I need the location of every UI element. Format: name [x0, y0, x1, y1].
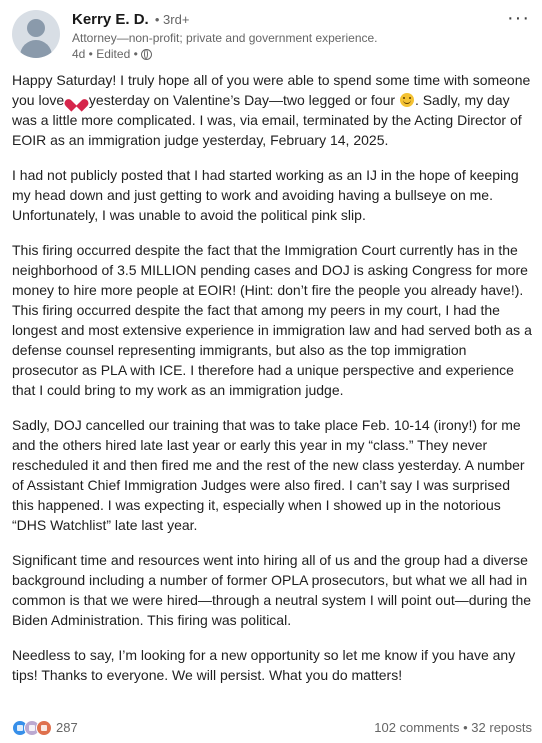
- engagement-counts: [374, 718, 532, 738]
- paragraph-1: [12, 70, 532, 150]
- paragraph-1-part-c: . Sadly, my day was a little more complicated. I was, via email, terminated by the Acting Director of EOIR as an immigration judge yesterday, February 14, 2025.: [12, 92, 522, 148]
- smiling-face-emoji-icon: [400, 93, 414, 107]
- author-line: [72, 10, 189, 30]
- paragraph-3: This firing occurred despite the fact that the Immigration Court currently has in the neighborhood of 3.5 MILLION pending cases and DOJ is asking Congress for more money to hire more people at EOIR! (Hint: don’t fire the people you already have!). This firing occurred despite the fact that among my peers in my court, I had the longest and most extensive experience in immigration law and had served both as a defense counsel representing immigrants, but also as the top immigration prosecutor as PLA with ICE. I therefore had a unique perspective and experience that I could bring to my work as an immigration judge.: [12, 242, 532, 398]
- avatar[interactable]: [12, 10, 60, 58]
- counts-separator: •: [459, 720, 472, 735]
- paragraph-1-part-a: Happy Saturday! I truly hope all of you were able to spend some time with someone you love: [12, 72, 531, 108]
- reactions-summary[interactable]: [12, 718, 78, 738]
- avatar-head: [27, 19, 45, 37]
- social-counts: [12, 718, 532, 738]
- globe-icon: [141, 49, 152, 60]
- post-time: 4d • Edited •: [72, 47, 138, 61]
- paragraph-5: Significant time and resources went into hiring all of us and the group had a diverse background including a number of former OPLA prosecutors, but what we all had in common is that we were hired—through a neutral system I will point out—during the Biden Administration. This firing was political.: [12, 552, 532, 628]
- paragraph-6: Needless to say, I’m looking for a new opportunity so let me know if you have any tips! Thanks to everyone. We will persist. What you do matters!: [12, 647, 516, 683]
- reaction-count: 287: [56, 720, 78, 735]
- author-name[interactable]: Kerry E. D.: [72, 11, 149, 28]
- heart-emoji-icon: [69, 94, 84, 107]
- paragraph-4: Sadly, DOJ cancelled our training that was to take place Feb. 10-14 (irony!) for me and the others hired late last year or early this year in my “class.” They never rescheduled it and then fired me and the rest of the new class yesterday. A number of Assistant Chief Immigration Judges were also fired. I can’t say I was surprised this happened. I was expecting it, especially when I showed up in the notorious “DHS Watchlist” late last year.: [12, 417, 525, 533]
- author-headline: Attorney—non-profit; private and government experience.: [72, 31, 378, 45]
- connection-degree: • 3rd+: [154, 12, 190, 27]
- post-body: [12, 70, 532, 700]
- more-options-icon[interactable]: ···: [507, 7, 530, 29]
- comments-count-link[interactable]: 102 comments: [374, 720, 460, 735]
- post-meta: [72, 46, 152, 62]
- avatar-body: [20, 40, 52, 58]
- paragraph-1-part-b: yesterday on Valentine’s Day—two legged or four: [85, 92, 399, 108]
- paragraph-2: I had not publicly posted that I had started working as an IJ in the hope of keeping my head down and just getting to work and avoiding having a bullseye on me. Unfortunately, I was unable to avoid the political pink slip.: [12, 167, 519, 223]
- love-reaction-icon: [36, 720, 52, 736]
- post-header: [12, 7, 532, 64]
- reposts-count-link[interactable]: 32 reposts: [471, 720, 532, 735]
